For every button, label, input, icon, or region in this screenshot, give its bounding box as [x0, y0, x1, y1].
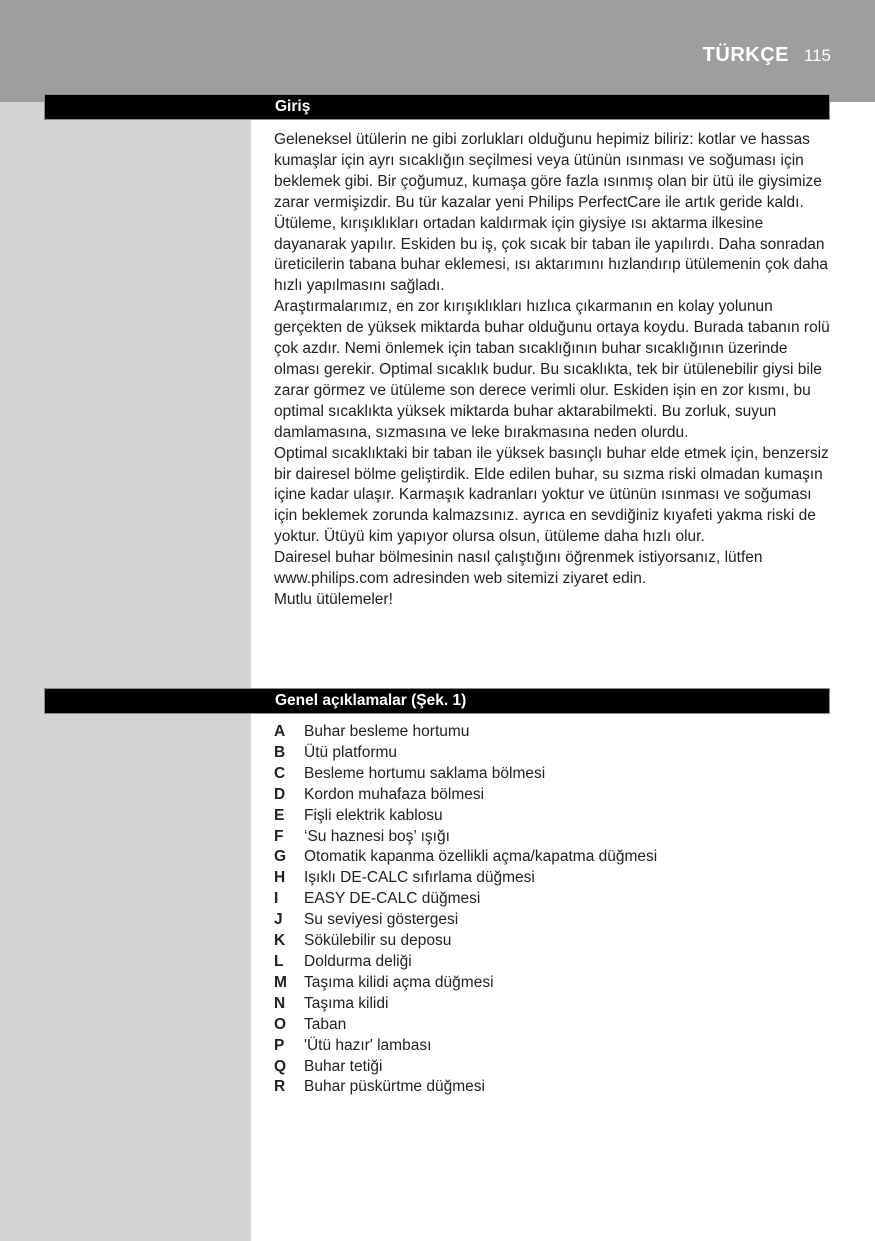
part-label: Taban: [304, 1015, 347, 1033]
part-label: Kordon muhafaza bölmesi: [304, 785, 485, 803]
part-letter: D: [274, 785, 286, 803]
part-letter: R: [274, 1078, 286, 1096]
intro-paragraph: Araştırmalarımız, en zor kırışıklıkları hızlıca çıkarmanın en kolay yolunun gerçekten de yüksek miktarda buhar olduğunu ortaya koydu. Burada tabanın rolü çok azdır. Nemi önlemek için taban sıcaklığının buhar sıcaklığının üzerinde olması gerekir. Optimal sıcaklık budur. Bu sıcaklıkta, tek bir ütülenebilir giysi bile zarar görmez ve ütüleme son derece verimli olur. Eskiden işin en zor kısmı, bu optimal sıcaklıkta yüksek miktarda buhar aktarabilmekti. Bu zorluk, suyun damlamasına, sızmasına ve leke bırakmasına neden olurdu.: [274, 298, 830, 441]
section-header-general: [44, 688, 830, 714]
part-label: Işıklı DE-CALC sıfırlama düğmesi: [304, 869, 535, 887]
part-label: Buhar püskürtme düğmesi: [304, 1078, 485, 1096]
part-item: [274, 1015, 834, 1036]
section-title-general: Genel açıklamalar (Şek. 1): [275, 692, 467, 709]
part-item: [274, 952, 834, 973]
part-label: Su seviyesi göstergesi: [304, 911, 459, 929]
parts-list: [274, 722, 834, 1098]
part-item: [274, 910, 834, 931]
part-label: Buhar besleme hortumu: [304, 723, 470, 740]
page-number: 115: [803, 46, 831, 65]
part-item: [274, 994, 834, 1015]
part-label: Taşıma kilidi açma düğmesi: [304, 973, 494, 991]
part-label: Buhar tetiği: [304, 1057, 383, 1075]
part-item: [274, 868, 834, 889]
part-item: [274, 889, 834, 910]
part-label: Sökülebilir su deposu: [304, 932, 452, 950]
part-letter: L: [274, 952, 284, 970]
part-item: [274, 764, 834, 785]
part-label: Otomatik kapanma özellikli açma/kapatma düğmesi: [304, 848, 658, 866]
part-item: [274, 1077, 834, 1098]
part-letter: N: [274, 994, 286, 1012]
left-margin-column: [0, 102, 251, 1241]
part-item: [274, 1057, 834, 1078]
section-title-intro: Giriş: [275, 98, 311, 115]
intro-paragraph: Mutlu ütülemeler!: [274, 590, 393, 608]
part-letter: K: [274, 932, 286, 950]
part-letter: M: [274, 973, 287, 991]
part-letter: B: [274, 743, 286, 761]
part-letter: Q: [274, 1057, 287, 1075]
intro-paragraph: Dairesel buhar bölmesinin nasıl çalıştığını öğrenmek istiyorsanız, lütfen www.philips.com adresinden web sitemizi ziyaret edin.: [274, 549, 763, 588]
intro-paragraph: Optimal sıcaklıktaki bir taban ile yüksek basınçlı buhar elde etmek için, benzersiz bir dairesel bölme geliştirdik. Elde edilen buhar, su sızma riski olmadan kumaşın içine kadar ulaşır. Karmaşık kadranları yoktur ve ütünün ısınması ve soğuması için beklemek zorunda kalmazsınız. ayrıca en sevdiğiniz kıyafeti yakma riski de yoktur. Ütüyü kim yapıyor olursa olsun, ütüleme daha hızlı olur.: [274, 444, 829, 546]
header-language: TÜRKÇE: [702, 44, 789, 66]
part-label: Doldurma deliği: [304, 952, 412, 970]
part-item: [274, 1036, 834, 1057]
part-item: [274, 973, 834, 994]
part-letter: O: [274, 1015, 287, 1033]
part-item: [274, 722, 834, 743]
part-item: [274, 931, 834, 952]
part-letter: G: [274, 848, 287, 866]
part-label: Ütü platformu: [304, 743, 398, 761]
part-letter: E: [274, 806, 285, 824]
part-item: [274, 827, 834, 848]
part-letter: J: [274, 911, 283, 929]
part-label: Besleme hortumu saklama bölmesi: [304, 764, 546, 782]
part-item: [274, 806, 834, 827]
intro-text: [274, 130, 834, 611]
part-letter: H: [274, 869, 286, 887]
part-letter: P: [274, 1036, 285, 1054]
part-label: Fişli elektrik kablosu: [304, 806, 443, 824]
section-header-intro: [44, 94, 830, 120]
part-label: ‘Su haznesi boş’ ışığı: [304, 827, 450, 845]
part-letter: F: [274, 827, 284, 845]
part-item: [274, 785, 834, 806]
part-label: Taşıma kilidi: [304, 994, 389, 1012]
intro-paragraph: Ütüleme, kırışıklıkları ortadan kaldırmak için giysiye ısı aktarma ilkesine dayanarak yapılır. Eskiden bu iş, çok sıcak bir taban ile yapılırdı. Daha sonradan üreticilerin tabana buhar eklemesi, ısı aktarımını hızlandırıp ütülemenin çok daha hızlı yapılmasını sağladı.: [274, 214, 828, 295]
part-label: EASY DE-CALC düğmesi: [304, 890, 481, 908]
part-item: [274, 847, 834, 868]
part-item: [274, 743, 834, 764]
part-letter: C: [274, 764, 286, 782]
part-label: 'Ütü hazır' lambası: [304, 1036, 432, 1054]
part-letter: A: [274, 723, 286, 740]
intro-paragraph: Geleneksel ütülerin ne gibi zorlukları olduğunu hepimiz biliriz: kotlar ve hassas kumaşlar için ayrı sıcaklığın seçilmesi veya ütünün ısınması ve soğuması için beklemek gibi. Bir çoğumuz, kumaşa göre fazla ısınmış olan bir ütü ile giysimize zarar vermişizdir. Bu tür kazalar yeni Philips PerfectCare ile artık geride kaldı.: [274, 131, 822, 211]
part-letter: I: [274, 890, 279, 908]
